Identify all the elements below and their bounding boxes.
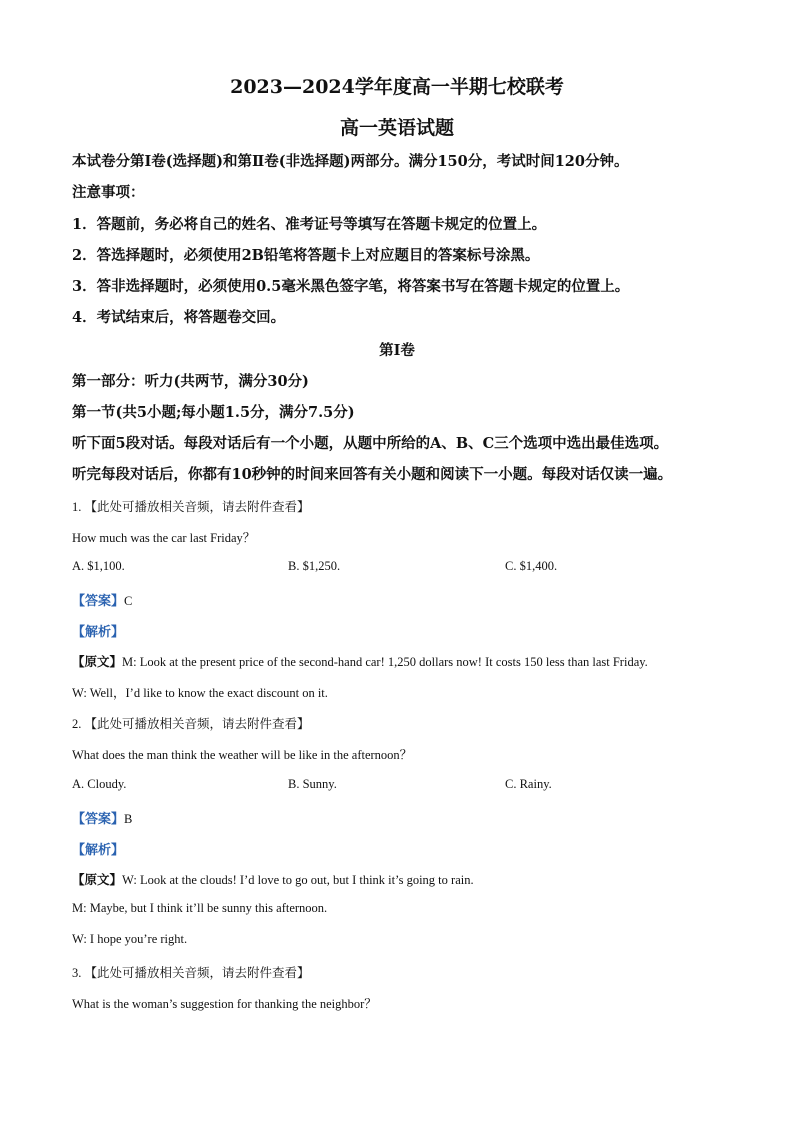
q1-answer-value: C [124, 594, 133, 608]
section-heading: 第一节(共5小题;每小题1.5分，满分7.5分) [72, 404, 355, 421]
q2-audio-link[interactable]: 2. 【此处可播放相关音频，请去附件查看】 [72, 717, 310, 731]
analysis-label: 【解析】 [72, 624, 125, 639]
q1-answer [72, 590, 132, 609]
exam-subtitle: 高一英语试题 [339, 117, 454, 139]
note-item-1: 1．答题前，务必将自己的姓名、准考证号等填写在答题卡规定的位置上。 [72, 216, 547, 233]
answer-label: 【答案】 [72, 811, 125, 826]
intro-text: 本试卷分第Ⅰ卷(选择题)和第Ⅱ卷(非选择题)两部分。满分150分，考试时间120分钟。 [72, 153, 629, 170]
q2-transcript-2: M: Maybe, but I think it’ll be sunny this afternoon. [72, 901, 328, 915]
note-item-2: 2．答选择题时，必须使用2B铅笔将答题卡上对应题目的答案标号涂黑。 [72, 247, 540, 264]
q1-text: How much was the car last Friday？ [72, 531, 256, 545]
q2-answer-value: B [124, 812, 133, 826]
q2-text: What does the man think the weather will be like in the afternoon？ [72, 748, 413, 762]
transcript-label: 【原文】 [72, 655, 123, 669]
q2-option-a: A. Cloudy. [72, 777, 127, 791]
q1-transcript-2: W: Well，I’d like to know the exact discount on it. [72, 686, 328, 700]
q1-option-a: A. $1,100. [72, 559, 125, 573]
q1-option-c: C. $1,400. [505, 559, 558, 573]
q1-option-b: B. $1,250. [288, 559, 341, 573]
q3-audio-link[interactable]: 3. 【此处可播放相关音频，请去附件查看】 [72, 966, 310, 980]
q2-answer [72, 808, 132, 827]
volume-title: 第I卷 [379, 342, 415, 359]
answer-label: 【答案】 [72, 593, 125, 608]
q3-text: What is the woman’s suggestion for thanking the neighbor？ [72, 997, 377, 1011]
instruction-line-2: 听完每段对话后，你都有10秒钟的时间来回答有关小题和阅读下一小题。每段对话仅读一遍。 [72, 466, 673, 483]
q1-transcript-1: 【原文】M: Look at the present price of the second-hand car! 1,250 dollars now! It costs 150 less than last Friday. [72, 655, 648, 669]
q1-audio-link[interactable]: 1. 【此处可播放相关音频，请去附件查看】 [72, 500, 310, 514]
part-heading: 第一部分：听力(共两节，满分30分) [72, 373, 309, 390]
instruction-line-1: 听下面5段对话。每段对话后有一个小题，从题中所给的A、B、C三个选项中选出最佳选项。 [72, 435, 669, 452]
q2-analysis [72, 839, 124, 858]
q2-option-b: B. Sunny. [288, 777, 337, 791]
transcript-label: 【原文】 [72, 873, 123, 887]
notes-heading: 注意事项： [72, 184, 145, 201]
q2-transcript-3: W: I hope you’re right. [72, 932, 188, 946]
q2-option-c: C. Rainy. [505, 777, 552, 791]
note-item-3: 3．答非选择题时，必须使用0.5毫米黑色签字笔，将答案书写在答题卡规定的位置上。 [72, 278, 630, 295]
q1-analysis [72, 621, 124, 640]
q2-transcript-1: 【原文】W: Look at the clouds! I’d love to go out, but I think it’s going to rain. [72, 873, 474, 887]
exam-title: 2023—2024学年度高一半期七校联考 [230, 76, 564, 98]
analysis-label: 【解析】 [72, 842, 125, 857]
note-item-4: 4．考试结束后，将答题卷交回。 [72, 309, 286, 326]
